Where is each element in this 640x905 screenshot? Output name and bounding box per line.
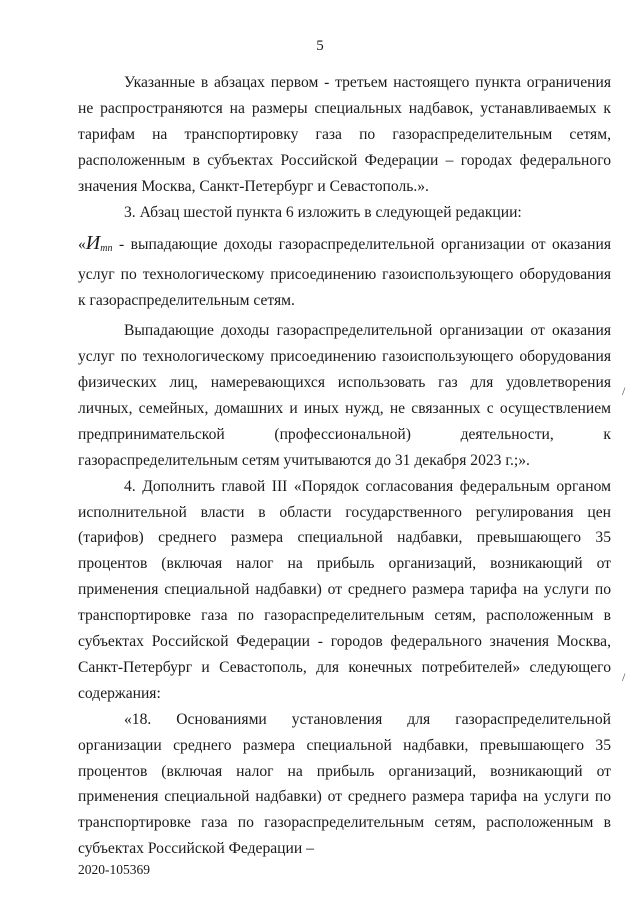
formula-symbol (86, 232, 113, 254)
paragraph-item-3: 3. Абзац шестой пункта 6 изложить в следующей редакции: (124, 203, 522, 221)
paragraph-restrictions: Указанные в абзацах первом - третьем настоящего пункта ограничения не распространяются на размеры специальных надбавок, устанавливаемых к тарифам на транспортировку газа по газораспределительным сетям, расположенным в субъектах Российской Федерации – городах федерального значения Москва, Санкт-Петербург и Севастополь.». (78, 74, 611, 195)
formula-subscript: тп (100, 243, 113, 255)
formula-open-quote: « (78, 236, 86, 254)
document-code: 2020-105369 (78, 862, 150, 877)
formula-paragraph (78, 225, 611, 314)
margin-tick-mark: / (622, 670, 626, 684)
formula-definition: - выпадающие доходы газораспределительной организации от оказания услуг по технологическому присоединению газоиспользующего оборудования к газораспределительным сетям. (78, 236, 611, 310)
page-number: 5 (316, 38, 324, 54)
formula-symbol-letter: И (85, 232, 101, 255)
paragraph-item-18: «18. Основаниями установления для газораспределительной организации среднего размера специальной надбавки, превышающего 35 процентов (включая налог на прибыль организаций, возникающий от применения специальной надбавки) от среднего размера тарифа на услуги по транспортировке газа по газораспределительным сетям, расположенным в субъектах Российской Федерации – (78, 710, 611, 858)
paragraph-lost-income: Выпадающие доходы газораспределительной организации от оказания услуг по технологическому присоединению газоиспользующего оборудования физических лиц, намеревающихся использовать газ для удовлетворения личных, семейных, домашних и иных нужд, не связанных с осуществлением предпринимательской (профессиональной) деятельности, к газораспределительным сетям учитываются до 31 декабря 2023 г.;». (78, 322, 611, 469)
margin-tick-mark: / (622, 384, 626, 398)
document-body (78, 70, 611, 862)
paragraph-item-4: 4. Дополнить главой III «Порядок согласования федеральным органом исполнительной власти в области государственного регулирования цен (тарифов) среднего размера специальной надбавки, превышающего 35 процентов (включая налог на прибыль организаций, возникающий от применения специальной надбавки) от среднего размера тарифа на услуги по транспортировке газа по газораспределительным сетям, расположенным в субъектах Российской Федерации - городов федерального значения Москва, Санкт-Петербург и Севастополь, для конечных потребителей» следующего содержания: (78, 477, 611, 702)
